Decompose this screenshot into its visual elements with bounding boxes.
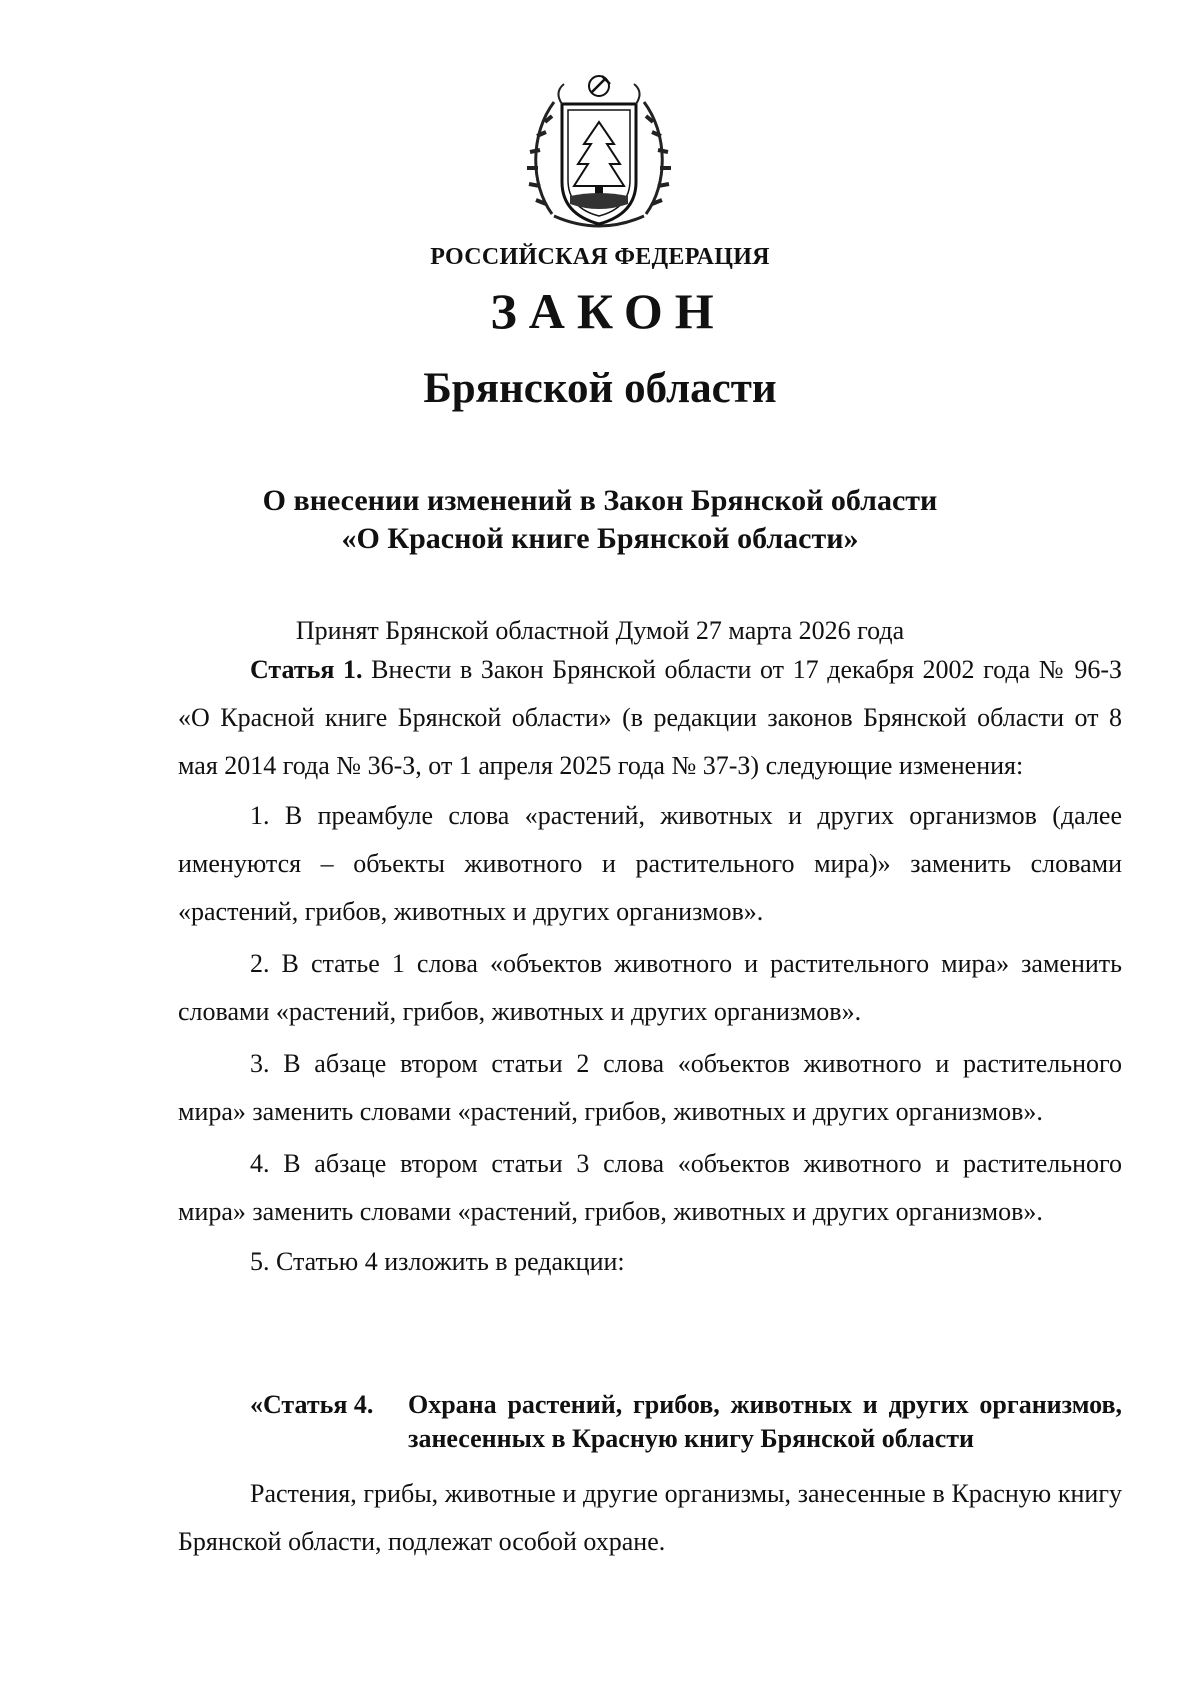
article-4-text: Растения, грибы, животные и другие организмы, занесенные в Красную книгу Брянской области, подлежат особой охране. — [178, 1479, 1122, 1556]
article-4-body — [178, 1470, 1122, 1566]
adoption-line: Принят Брянской областной Думой 27 марта 2026 года — [295, 616, 905, 645]
amendment-item-1: 1. В преамбуле слова «растений, животных и других организмов (далее именуются – объекты животного и растительного мира)» заменить словами «растений, грибов, животных и других организмов». — [178, 801, 1122, 926]
article-1-body — [178, 646, 1122, 1286]
country-name: РОССИЙСКАЯ ФЕДЕРАЦИЯ — [430, 244, 770, 270]
region-name: Брянской области — [423, 365, 777, 412]
amendment-item-4: 4. В абзаце втором статьи 3 слова «объектов животного и растительного мира» заменить словами «растений, грибов, животных и других организмов». — [178, 1149, 1122, 1226]
law-title-line-1: О внесении изменений в Закон Брянской области — [262, 484, 938, 517]
article-1-label: Статья 1. — [250, 655, 363, 684]
article-4-heading-block — [250, 1388, 1122, 1456]
law-title-line-2: «О Красной книге Брянской области» — [341, 522, 859, 555]
document-type: ЗАКОН — [490, 283, 726, 339]
law-title — [0, 482, 1200, 558]
article-4-label: «Статья 4. — [250, 1390, 374, 1419]
amendment-item-3: 3. В абзаце втором статьи 2 слова «объектов животного и растительного мира» заменить словами «растений, грибов, животных и других организмов». — [178, 1049, 1122, 1126]
article-1-intro — [178, 646, 1122, 790]
coat-of-arms-emblem — [524, 64, 674, 236]
amendment-item-2: 2. В статье 1 слова «объектов животного и растительного мира» заменить словами «растений, грибов, животных и других организмов». — [178, 949, 1122, 1026]
article-4-heading: Охрана растений, грибов, животных и других организмов, занесенных в Красную книгу Брянской области — [408, 1390, 1122, 1453]
amendment-item-5: 5. Статью 4 изложить в редакции: — [250, 1247, 625, 1276]
article-1-intro-text: Внести в Закон Брянской области от 17 декабря 2002 года № 96-З «О Красной книге Брянской области» (в редакции законов Брянской области от 8 мая 2014 года № 36-З, от 1 апреля 2025 года № 37-З) следующие изменения: — [178, 655, 1123, 780]
